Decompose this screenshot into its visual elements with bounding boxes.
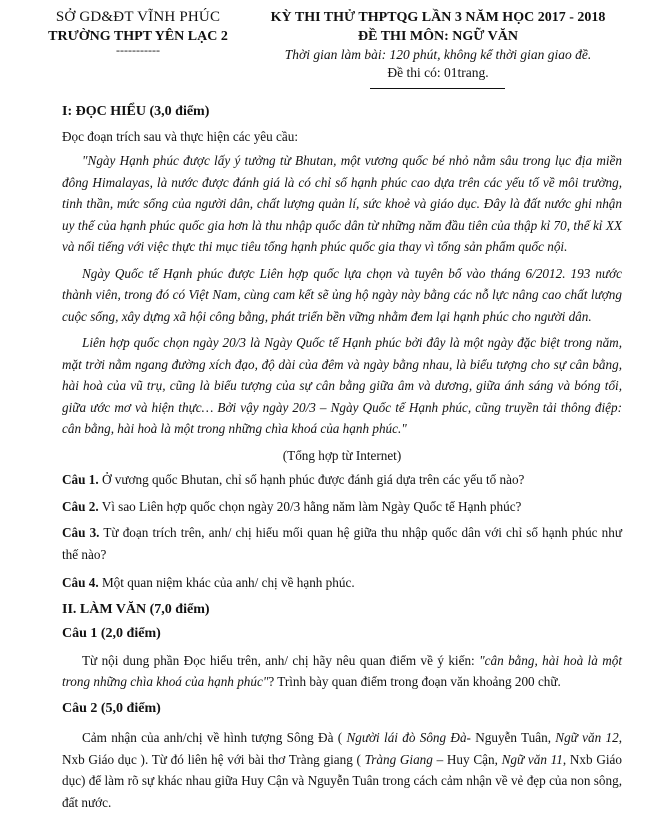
section1-instruction: Đọc đoạn trích sau và thực hiện các yêu cầu: bbox=[62, 128, 298, 144]
essay-question-1-text bbox=[62, 650, 622, 693]
exam-pages: Đề thi có: 01trang. bbox=[387, 65, 489, 80]
header-rule bbox=[370, 88, 505, 89]
exam-time: Thời gian làm bài: 120 phút, không kể thời gian giao đề. bbox=[284, 47, 592, 62]
question-label: Câu 3. bbox=[62, 525, 100, 540]
question-text: Từ đoạn trích trên, anh/ chị hiểu mối quan hệ giữa thu nhập quốc dân với chỉ số hạnh phúc như thế nào? bbox=[62, 525, 623, 562]
essay-q2-part: – Huy Cận, bbox=[432, 751, 502, 767]
question-4 bbox=[62, 572, 622, 594]
header-left bbox=[28, 8, 248, 56]
essay-question-1-heading: Câu 1 (2,0 điểm) bbox=[62, 626, 161, 641]
question-3 bbox=[62, 522, 622, 565]
section1-heading: I: ĐỌC HIỂU (3,0 điểm) bbox=[62, 104, 210, 119]
essay-q2-part: , Nxb Giáo dục) để làm rõ sự khác nhau giữa Huy Cận và Nguyễn Tuân trong cách cảm nhận về vẻ đẹp của non sông, đất nước. bbox=[62, 751, 622, 810]
essay-q1-part: Từ nội dung phần Đọc hiểu trên, anh/ chị hãy nêu quan điểm về ý kiến: bbox=[82, 652, 480, 668]
question-text: Ở vương quốc Bhutan, chỉ số hạnh phúc được đánh giá dựa trên các yếu tố nào? bbox=[98, 472, 525, 487]
question-1 bbox=[62, 469, 622, 491]
essay-q2-part: , Nxb Giáo dục ). Từ đó liên hệ với bài thơ Tràng giang ( bbox=[62, 730, 623, 767]
department-name: SỞ GD&ĐT VĨNH PHÚC bbox=[55, 9, 221, 25]
essay-q2-book: Ngữ văn 11 bbox=[501, 751, 563, 767]
essay-q2-book: Ngữ văn 12 bbox=[555, 730, 619, 745]
question-2 bbox=[62, 496, 622, 518]
essay-q2-title: Người lái đò Sông Đà bbox=[346, 730, 467, 745]
question-text: Vì sao Liên hợp quốc chọn ngày 20/3 hằng năm làm Ngày Quốc tế Hạnh phúc? bbox=[98, 498, 522, 514]
question-label: Câu 1. bbox=[62, 472, 99, 487]
exam-body bbox=[62, 96, 622, 813]
essay-q1-part: ? Trình bày quan điểm trong đoạn văn khoảng 200 chữ. bbox=[268, 674, 561, 689]
essay-q2-part: Cảm nhận của anh/chị về hình tượng Sông Đà ( bbox=[82, 730, 347, 745]
question-label: Câu 4. bbox=[62, 575, 99, 590]
question-text: Một quan niệm khác của anh/ chị về hạnh phúc. bbox=[98, 575, 355, 590]
exam-title: KỲ THI THỬ THPTQG LẦN 3 NĂM HỌC 2017 - 2018 bbox=[270, 10, 606, 25]
essay-question-2-heading: Câu 2 (5,0 điểm) bbox=[62, 700, 161, 716]
header-right bbox=[238, 8, 638, 82]
quote-paragraph-2: Ngày Quốc tế Hạnh phúc được Liên hợp quốc lựa chọn và tuyên bố vào tháng 6/2012. 193 nước thành viên, trong đó có Việt Nam, cùng cam kết sẽ ủng hộ ngày này bằng các nỗ lực nâng cao chất lượng cuộc sống, xây dựng xã hội công bằng, phát triển bền vững nhằm đem lại hạnh phúc cho người dân. bbox=[62, 265, 622, 324]
school-name: TRƯỜNG THPT YÊN LẠC 2 bbox=[48, 29, 228, 44]
header-dash: ----------- bbox=[116, 43, 160, 57]
section2-heading: II. LÀM VĂN (7,0 điểm) bbox=[62, 601, 210, 617]
essay-q2-title: Tràng Giang bbox=[364, 751, 433, 767]
essay-q1-quote: "cân bằng, hài hoà là một trong những chìa khoá của hạnh phúc" bbox=[62, 652, 622, 689]
quote-paragraph-1: "Ngày Hạnh phúc được lấy ý tưởng từ Bhutan, một vương quốc bé nhỏ nằm sâu trong lục địa miền đông Himalayas, là nước được đánh giá là có chỉ số hạnh phúc cao dựa trên các yếu tố về môi trường, tinh thần, mức sống của người dân, chất lượng quản lí, sức khoẻ và giáo dục. Đây là đất nước ghi nhận uy thế của hạnh phúc quốc gia hơn là thu nhập quốc dân từ những năm đầu tiên của thập kỉ 70, thế kỉ XX và nổi tiếng với việc thực thi mục tiêu tổng hạnh phúc quốc gia thay vì tổng sản phẩm quốc nội. bbox=[62, 153, 622, 254]
essay-q2-part: - Nguyễn Tuân, bbox=[466, 730, 556, 745]
quote-paragraph-3: Liên hợp quốc chọn ngày 20/3 là Ngày Quốc tế Hạnh phúc bởi đây là một ngày đặc biệt trong năm, mặt trời nằm ngang đường xích đạo, độ dài của đêm và ngày bằng nhau, là biểu tượng cho sự cân bằng, hài hoà của vũ trụ, cũng là biểu tượng của sự cân bằng giữa âm và dương, giữa ánh sáng và bóng tối, giữa ước mơ và hiện thực… Bởi vậy ngày 20/3 – Ngày Quốc tế Hạnh phúc, cũng truyền tải thông điệp: cân bằng, hài hoà là một trong những chìa khoá của hạnh phúc." bbox=[62, 335, 622, 436]
essay-question-2-text bbox=[62, 727, 622, 813]
question-label: Câu 2. bbox=[62, 498, 99, 514]
exam-subject: ĐỀ THI MÔN: NGỮ VĂN bbox=[358, 29, 518, 44]
quote-source: (Tổng hợp từ Internet) bbox=[282, 447, 402, 463]
